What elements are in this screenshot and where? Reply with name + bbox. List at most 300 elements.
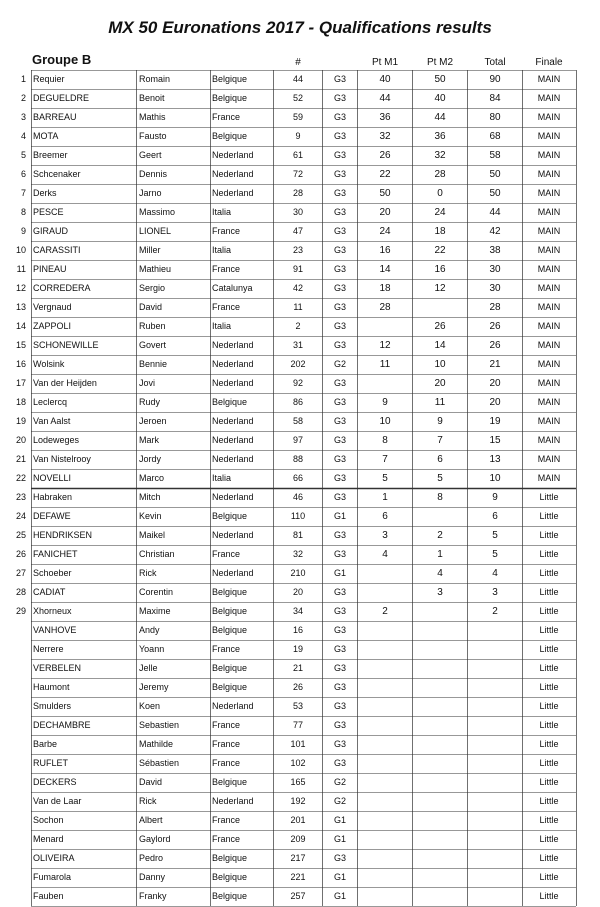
bike-number-cell: 21 <box>292 663 303 673</box>
country-cell: Nederland <box>212 378 254 388</box>
last-name-cell: Haumont <box>33 682 70 692</box>
last-name-cell: NOVELLI <box>33 473 72 483</box>
bike-number-cell: 86 <box>292 397 303 407</box>
pt-m1-cell: 36 <box>379 112 391 123</box>
bike-number-cell: 46 <box>292 492 303 502</box>
header-pt-m2: Pt M2 <box>426 57 454 68</box>
first-name-cell: Jeroen <box>139 416 167 426</box>
category-cell: G3 <box>333 112 346 122</box>
table-row <box>0 640 600 659</box>
total-cell <box>468 849 522 868</box>
country-cell: Italia <box>212 473 232 483</box>
rank-cell: 9 <box>20 226 26 236</box>
rank-cell <box>2 792 26 811</box>
pt-m2-cell: 5 <box>437 473 443 484</box>
pt-m2-cell: 28 <box>434 169 446 180</box>
pt-m2-cell: 50 <box>434 74 446 85</box>
finale-cell: MAIN <box>537 188 561 198</box>
finale-cell: Little <box>539 701 559 711</box>
category-cell: G1 <box>333 815 346 825</box>
bike-number-cell: 9 <box>295 131 301 141</box>
country-cell: Nederland <box>212 435 254 445</box>
pt-m1-cell <box>358 773 412 792</box>
total-cell <box>468 792 522 811</box>
table-row <box>0 184 600 203</box>
rank-cell <box>2 659 26 678</box>
first-name-cell: Dennis <box>139 169 168 179</box>
pt-m1-cell: 28 <box>379 302 391 313</box>
first-name-cell: Danny <box>139 872 166 882</box>
rank-cell <box>2 773 26 792</box>
category-cell: G3 <box>333 663 346 673</box>
last-name-cell: Van Aalst <box>33 416 71 426</box>
pt-m1-cell <box>358 849 412 868</box>
rank-cell: 4 <box>20 131 26 141</box>
total-cell <box>468 716 522 735</box>
bike-number-cell: 26 <box>292 682 303 692</box>
pt-m1-cell <box>358 374 412 393</box>
country-cell: Belgique <box>212 511 248 521</box>
last-name-cell: DECKERS <box>33 777 77 787</box>
first-name-cell: Romain <box>139 74 171 84</box>
first-name-cell: Franky <box>139 891 167 901</box>
table-row <box>0 412 600 431</box>
table-row <box>0 336 600 355</box>
rank-cell: 27 <box>15 568 26 578</box>
country-cell: France <box>212 264 241 274</box>
rank-cell: 13 <box>15 302 26 312</box>
pt-m2-cell <box>413 887 467 906</box>
pt-m1-cell: 22 <box>379 169 391 180</box>
pt-m2-cell <box>413 678 467 697</box>
last-name-cell: Nerrere <box>33 644 64 654</box>
total-cell: 5 <box>492 549 498 560</box>
country-cell: France <box>212 720 241 730</box>
last-name-cell: CARASSITI <box>33 245 81 255</box>
bike-number-cell: 52 <box>292 93 303 103</box>
first-name-cell: Gaylord <box>139 834 171 844</box>
pt-m1-cell <box>358 868 412 887</box>
category-cell: G1 <box>333 511 346 521</box>
rank-cell: 29 <box>15 606 26 616</box>
bike-number-cell: 97 <box>292 435 303 445</box>
category-cell: G3 <box>333 150 346 160</box>
total-cell: 15 <box>489 435 501 446</box>
last-name-cell: Breemer <box>33 150 68 160</box>
finale-cell: Little <box>539 682 559 692</box>
finale-cell: MAIN <box>537 74 561 84</box>
pt-m2-cell <box>413 697 467 716</box>
first-name-cell: Koen <box>139 701 161 711</box>
rank-cell: 2 <box>20 93 26 103</box>
bike-number-cell: 81 <box>292 530 303 540</box>
total-cell: 5 <box>492 530 498 541</box>
pt-m1-cell <box>358 887 412 906</box>
finale-cell: Little <box>539 530 559 540</box>
table-row <box>0 393 600 412</box>
table-row <box>0 754 600 773</box>
finale-cell: Little <box>539 872 559 882</box>
total-cell: 84 <box>489 93 501 104</box>
last-name-cell: Xhorneux <box>33 606 72 616</box>
first-name-cell: Govert <box>139 340 167 350</box>
last-name-cell: CORREDERA <box>33 283 91 293</box>
last-name-cell: ZAPPOLI <box>33 321 72 331</box>
bike-number-cell: 20 <box>292 587 303 597</box>
country-cell: Nederland <box>212 701 254 711</box>
finale-cell: MAIN <box>537 473 561 483</box>
total-cell <box>468 621 522 640</box>
pt-m2-cell: 14 <box>434 340 446 351</box>
rank-cell: 1 <box>20 74 26 84</box>
table-row <box>0 830 600 849</box>
table-row <box>0 488 600 507</box>
category-cell: G3 <box>333 644 346 654</box>
country-cell: Italia <box>212 207 232 217</box>
bike-number-cell: 192 <box>290 796 306 806</box>
finale-cell: MAIN <box>537 359 561 369</box>
finale-cell: Little <box>539 625 559 635</box>
first-name-cell: Jovi <box>139 378 156 388</box>
pt-m2-cell: 12 <box>434 283 446 294</box>
finale-cell: Little <box>539 587 559 597</box>
total-cell: 50 <box>489 188 501 199</box>
first-name-cell: Geert <box>139 150 162 160</box>
bike-number-cell: 165 <box>290 777 306 787</box>
bike-number-cell: 23 <box>292 245 303 255</box>
rank-cell: 20 <box>15 435 26 445</box>
pt-m2-cell <box>413 640 467 659</box>
pt-m2-cell: 9 <box>437 416 443 427</box>
bike-number-cell: 11 <box>293 302 303 312</box>
finale-cell: MAIN <box>537 454 561 464</box>
total-cell <box>468 697 522 716</box>
last-name-cell: Van der Heijden <box>33 378 97 388</box>
bike-number-cell: 202 <box>290 359 306 369</box>
total-cell: 68 <box>489 131 501 142</box>
rank-cell: 12 <box>15 283 26 293</box>
finale-cell: MAIN <box>537 302 561 312</box>
first-name-cell: Rick <box>139 796 157 806</box>
first-name-cell: Maxime <box>139 606 171 616</box>
category-cell: G3 <box>333 131 346 141</box>
country-cell: Nederland <box>212 188 254 198</box>
category-cell: G1 <box>333 891 346 901</box>
table-row <box>0 716 600 735</box>
pt-m2-cell: 11 <box>434 397 446 408</box>
finale-cell: MAIN <box>537 245 561 255</box>
category-cell: G3 <box>333 492 346 502</box>
bike-number-cell: 201 <box>290 815 306 825</box>
country-cell: Belgique <box>212 606 248 616</box>
pt-m1-cell: 40 <box>379 74 391 85</box>
table-row <box>0 70 600 89</box>
rank-cell <box>2 697 26 716</box>
rank-cell <box>2 621 26 640</box>
finale-cell: Little <box>539 606 559 616</box>
bike-number-cell: 53 <box>292 701 303 711</box>
last-name-cell: HENDRIKSEN <box>33 530 93 540</box>
first-name-cell: Mathilde <box>139 739 174 749</box>
total-cell <box>468 754 522 773</box>
pt-m1-cell: 11 <box>379 359 391 370</box>
finale-cell: Little <box>539 758 559 768</box>
table-row <box>0 260 600 279</box>
finale-cell: MAIN <box>537 378 561 388</box>
bike-number-cell: 44 <box>292 74 303 84</box>
table-row <box>0 279 600 298</box>
pt-m1-cell: 9 <box>382 397 388 408</box>
pt-m2-cell <box>413 659 467 678</box>
table-row <box>0 355 600 374</box>
header-pt-m1: Pt M1 <box>371 57 399 68</box>
finale-cell: Little <box>539 777 559 787</box>
category-cell: G3 <box>333 321 346 331</box>
last-name-cell: VANHOVE <box>33 625 77 635</box>
last-name-cell: GIRAUD <box>33 226 69 236</box>
category-cell: G3 <box>333 454 346 464</box>
country-cell: Nederland <box>212 492 254 502</box>
rank-cell <box>2 887 26 906</box>
first-name-cell: Sergio <box>139 283 166 293</box>
category-cell: G3 <box>333 188 346 198</box>
finale-cell: MAIN <box>537 169 561 179</box>
pt-m1-cell: 14 <box>379 264 391 275</box>
total-cell: 28 <box>489 302 501 313</box>
total-cell: 10 <box>489 473 501 484</box>
total-cell: 26 <box>489 321 501 332</box>
group-label: Groupe B <box>32 52 92 67</box>
pt-m1-cell <box>358 583 412 602</box>
pt-m1-cell <box>358 697 412 716</box>
total-cell: 80 <box>489 112 501 123</box>
category-cell: G3 <box>333 473 346 483</box>
table-row <box>0 146 600 165</box>
total-cell: 58 <box>489 150 501 161</box>
table-row <box>0 792 600 811</box>
pt-m2-cell: 4 <box>437 568 443 579</box>
pt-m1-cell <box>358 792 412 811</box>
bike-number-cell: 32 <box>292 549 303 559</box>
pt-m1-cell: 6 <box>382 511 388 522</box>
pt-m1-cell: 26 <box>379 150 391 161</box>
finale-cell: MAIN <box>537 150 561 160</box>
category-cell: G3 <box>333 853 346 863</box>
last-name-cell: Wolsink <box>33 359 65 369</box>
first-name-cell: Fausto <box>139 131 167 141</box>
rank-cell: 15 <box>15 340 26 350</box>
last-name-cell: PESCE <box>33 207 64 217</box>
total-cell: 44 <box>489 207 501 218</box>
header-bike-number: # <box>295 57 301 68</box>
country-cell: Nederland <box>212 169 254 179</box>
last-name-cell: VERBELEN <box>33 663 82 673</box>
first-name-cell: Miller <box>139 245 161 255</box>
pt-m1-cell: 10 <box>379 416 391 427</box>
pt-m1-cell: 16 <box>379 245 391 256</box>
last-name-cell: BARREAU <box>33 112 77 122</box>
country-cell: Belgique <box>212 625 248 635</box>
category-cell: G3 <box>333 530 346 540</box>
pt-m2-cell <box>413 811 467 830</box>
total-cell <box>468 887 522 906</box>
pt-m2-cell: 0 <box>437 188 443 199</box>
category-cell: G3 <box>333 758 346 768</box>
finale-cell: Little <box>539 511 559 521</box>
country-cell: Belgique <box>212 587 248 597</box>
total-cell: 21 <box>489 359 501 370</box>
bike-number-cell: 58 <box>292 416 303 426</box>
first-name-cell: Maikel <box>139 530 166 540</box>
pt-m1-cell <box>358 659 412 678</box>
rank-cell: 25 <box>15 530 26 540</box>
category-cell: G3 <box>333 340 346 350</box>
bike-number-cell: 217 <box>290 853 306 863</box>
finale-cell: Little <box>539 549 559 559</box>
country-cell: France <box>212 815 241 825</box>
country-cell: France <box>212 644 241 654</box>
rank-cell <box>2 754 26 773</box>
total-cell: 4 <box>492 568 498 579</box>
last-name-cell: Vergnaud <box>33 302 72 312</box>
first-name-cell: Andy <box>139 625 160 635</box>
country-cell: Belgique <box>212 397 248 407</box>
category-cell: G2 <box>333 777 346 787</box>
category-cell: G3 <box>333 93 346 103</box>
pt-m1-cell <box>358 621 412 640</box>
table-row <box>0 241 600 260</box>
country-cell: Belgique <box>212 891 248 901</box>
finale-cell: Little <box>539 853 559 863</box>
country-cell: Nederland <box>212 796 254 806</box>
rank-cell: 18 <box>15 397 26 407</box>
rank-cell <box>2 868 26 887</box>
total-cell: 3 <box>492 587 498 598</box>
last-name-cell: Lodeweges <box>33 435 80 445</box>
pt-m1-cell: 24 <box>379 226 391 237</box>
table-row <box>0 127 600 146</box>
country-cell: Nederland <box>212 416 254 426</box>
pt-m1-cell <box>358 640 412 659</box>
last-name-cell: PINEAU <box>33 264 67 274</box>
total-cell: 20 <box>489 378 501 389</box>
finale-cell: Little <box>539 815 559 825</box>
pt-m2-cell: 7 <box>437 435 443 446</box>
last-name-cell: Smulders <box>33 701 72 711</box>
first-name-cell: Mitch <box>139 492 161 502</box>
category-cell: G3 <box>333 416 346 426</box>
country-cell: Belgique <box>212 131 248 141</box>
country-cell: Nederland <box>212 454 254 464</box>
table-row <box>0 887 600 906</box>
total-cell <box>468 868 522 887</box>
pt-m1-cell: 2 <box>382 606 388 617</box>
table-row <box>0 507 600 526</box>
rank-cell: 21 <box>15 454 26 464</box>
pt-m2-cell <box>413 735 467 754</box>
rank-cell: 6 <box>20 169 26 179</box>
finale-cell: MAIN <box>537 207 561 217</box>
country-cell: Italia <box>212 321 232 331</box>
first-name-cell: Marco <box>139 473 165 483</box>
pt-m1-cell <box>358 564 412 583</box>
country-cell: Nederland <box>212 530 254 540</box>
finale-cell: MAIN <box>537 226 561 236</box>
bike-number-cell: 66 <box>292 473 303 483</box>
category-cell: G3 <box>333 739 346 749</box>
last-name-cell: Menard <box>33 834 64 844</box>
bike-number-cell: 30 <box>292 207 303 217</box>
pt-m2-cell: 6 <box>437 454 443 465</box>
header-finale: Finale <box>535 57 563 68</box>
rank-cell <box>2 830 26 849</box>
pt-m2-cell: 20 <box>434 378 446 389</box>
category-cell: G3 <box>333 682 346 692</box>
bike-number-cell: 34 <box>292 606 303 616</box>
country-cell: France <box>212 112 241 122</box>
rank-cell: 5 <box>20 150 26 160</box>
finale-cell: MAIN <box>537 131 561 141</box>
table-row <box>0 678 600 697</box>
category-cell: G3 <box>333 587 346 597</box>
total-cell <box>468 830 522 849</box>
first-name-cell: Benoit <box>139 93 165 103</box>
pt-m2-cell <box>413 298 467 317</box>
last-name-cell: Schcenaker <box>33 169 81 179</box>
bike-number-cell: 61 <box>292 150 303 160</box>
bike-number-cell: 19 <box>292 644 303 654</box>
total-cell <box>468 678 522 697</box>
country-cell: Catalunya <box>212 283 253 293</box>
table-row <box>0 526 600 545</box>
bike-number-cell: 110 <box>290 511 306 521</box>
category-cell: G1 <box>333 872 346 882</box>
finale-cell: Little <box>539 739 559 749</box>
total-cell <box>468 640 522 659</box>
table-row <box>0 469 600 488</box>
rank-cell: 17 <box>15 378 26 388</box>
country-cell: Belgique <box>212 663 248 673</box>
total-cell: 20 <box>489 397 501 408</box>
finale-cell: MAIN <box>537 264 561 274</box>
first-name-cell: Christian <box>139 549 175 559</box>
first-name-cell: Sebastien <box>139 720 180 730</box>
first-name-cell: Mark <box>139 435 159 445</box>
pt-m1-cell: 44 <box>379 93 391 104</box>
finale-cell: Little <box>539 796 559 806</box>
bike-number-cell: 102 <box>290 758 306 768</box>
country-cell: Nederland <box>212 568 254 578</box>
country-cell: France <box>212 302 241 312</box>
pt-m2-cell <box>413 849 467 868</box>
finale-cell: Little <box>539 834 559 844</box>
total-cell <box>468 735 522 754</box>
rank-cell: 22 <box>15 473 26 483</box>
last-name-cell: DEGUELDRE <box>33 93 90 103</box>
pt-m1-cell: 32 <box>379 131 391 142</box>
last-name-cell: OLIVEIRA <box>33 853 75 863</box>
table-row <box>0 431 600 450</box>
first-name-cell: Ruben <box>139 321 166 331</box>
last-name-cell: Leclercq <box>33 397 68 407</box>
table-row <box>0 222 600 241</box>
bike-number-cell: 28 <box>292 188 303 198</box>
pt-m1-cell: 3 <box>382 530 388 541</box>
country-cell: France <box>212 549 241 559</box>
last-name-cell: CADIAT <box>33 587 66 597</box>
pt-m1-cell: 12 <box>379 340 391 351</box>
category-cell: G3 <box>333 74 346 84</box>
